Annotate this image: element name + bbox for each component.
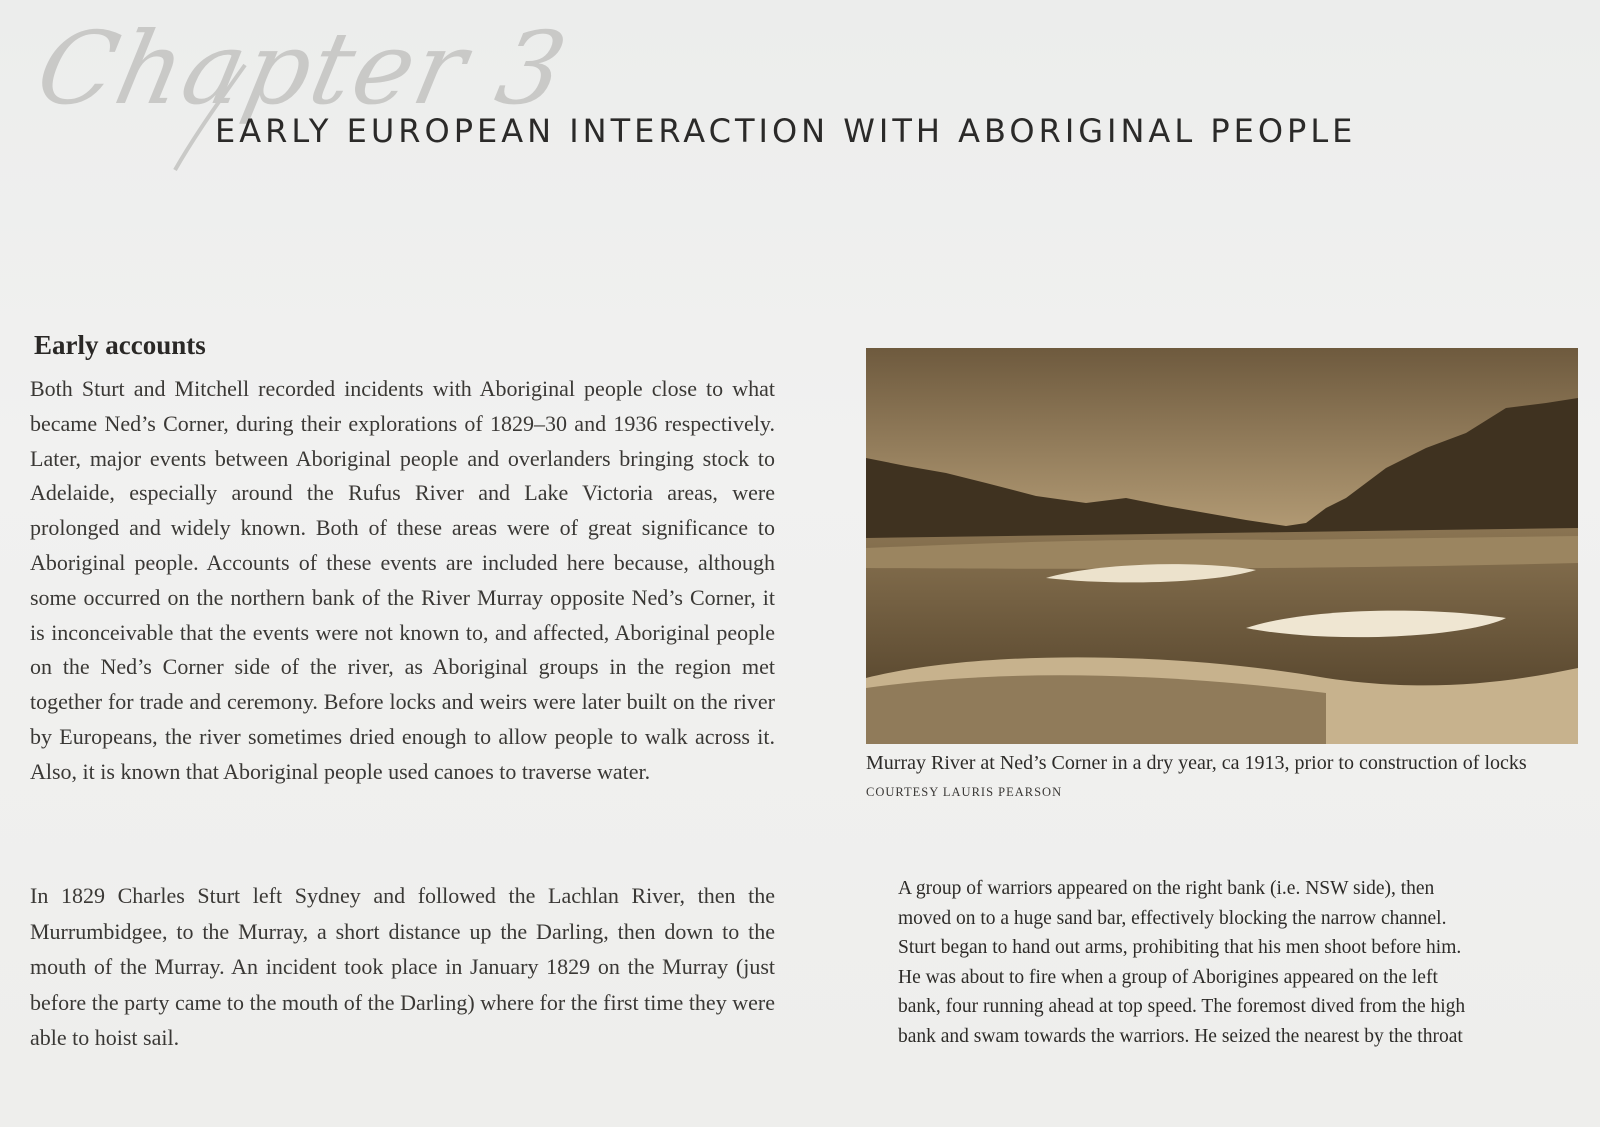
- river-photograph: [866, 348, 1578, 744]
- quote-line: Sturt began to hand out arms, prohibiting that his men shoot before him.: [898, 937, 1462, 958]
- quoted-account: [898, 874, 1538, 1051]
- chapter-title: EARLY EUROPEAN INTERACTION WITH ABORIGINAL PEOPLE: [215, 112, 1357, 150]
- photo-credit: COURTESY LAURIS PEARSON: [866, 785, 1063, 799]
- chapter-number-script: Chapter 3: [27, 10, 578, 127]
- quote-line: A group of warriors appeared on the right bank (i.e. NSW side), then: [898, 878, 1435, 899]
- quote-line: bank, four running ahead at top speed. The foremost dived from the high: [898, 996, 1466, 1017]
- river-photo-image: [866, 348, 1578, 744]
- body-paragraph-2: In 1829 Charles Sturt left Sydney and followed the Lachlan River, then the Murrumbidgee, to the Murray, a short distance up the Darling, then down to the mouth of the Murray. An incident took place in January 1829 on the Murray (just before the party came to the mouth of the Darling) where for the first time they were able to hoist sail.: [30, 883, 775, 1050]
- quote-line: moved on to a huge sand bar, effectively blocking the narrow channel.: [898, 907, 1447, 929]
- quote-line: He was about to fire when a group of Aborigines appeared on the left: [898, 966, 1438, 988]
- quote-line: bank and swam towards the warriors. He seized the nearest by the throat: [898, 1025, 1463, 1047]
- body-paragraph-1: Both Sturt and Mitchell recorded incidents with Aboriginal people close to what became Ned’s Corner, during their explorations of 1829–30 and 1936 respectively. Later, major events between Aboriginal people and overlanders bringing stock to Adelaide, especially around the Rufus River and Lake Victoria areas, were prolonged and widely known. Both of these areas were of great significance to Aboriginal people. Accounts of these events are included here because, although some occurred on the northern bank of the River Murray opposite Ned’s Corner, it is inconceivable that the events were not known to, and affected, Aboriginal people on the Ned’s Corner side of the river, as Aboriginal groups in the region met together for trade and ceremony. Before locks and weirs were later built on the river by Europeans, the river sometimes dried enough to allow people to walk across it. Also, it is known that Aboriginal people used canoes to traverse water.: [30, 376, 775, 784]
- photo-caption: Murray River at Ned’s Corner in a dry year, ca 1913, prior to construction of locks: [866, 752, 1527, 774]
- section-heading: Early accounts: [34, 330, 206, 360]
